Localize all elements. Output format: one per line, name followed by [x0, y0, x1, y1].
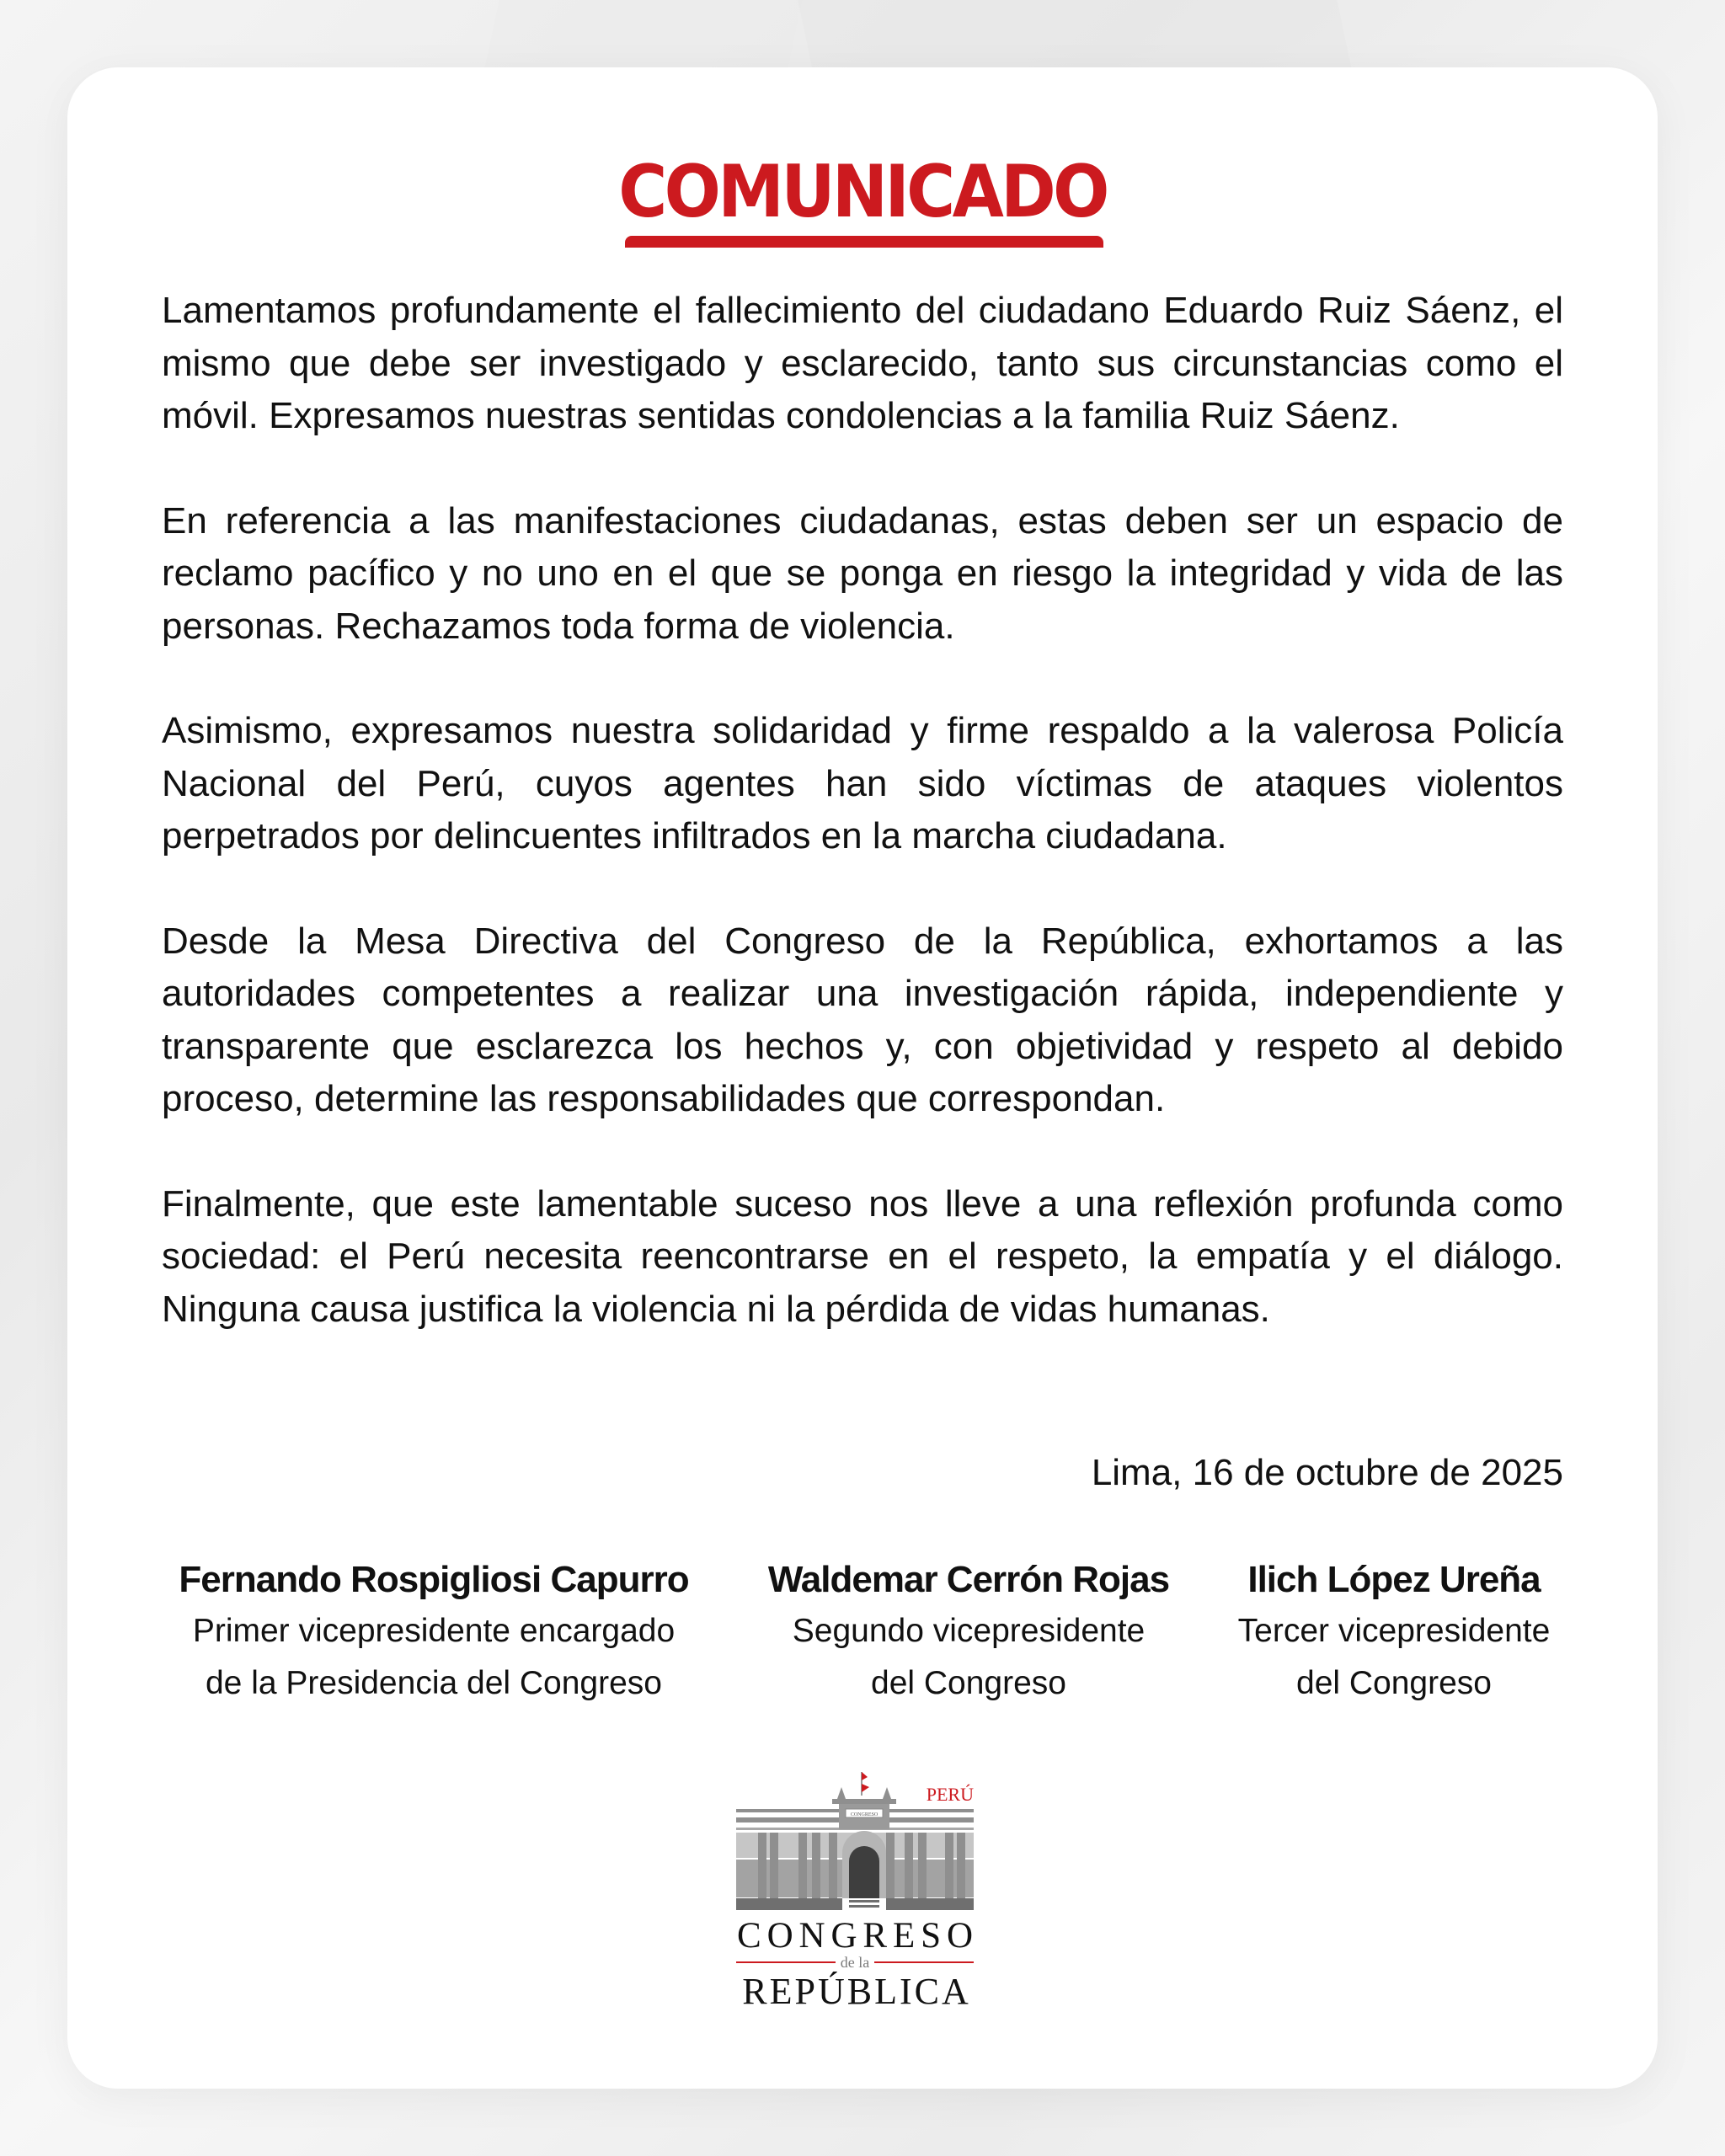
signatory-name: Waldemar Cerrón Rojas [767, 1559, 1170, 1600]
paragraph: Lamentamos profundamente el fallecimiento del ciudadano Eduardo Ruiz Sáenz, el mismo que debe ser investigado y esclarecido, tanto sus circunstancias como el móvil. Expresamos nuestras sentidas condolencias a la familia Ruiz Sáenz. [162, 290, 1563, 436]
signatory-role: Segundo vicepresidente [792, 1613, 1146, 1649]
signatory [1204, 1555, 1583, 1710]
date-line: Lima, 16 de octubre de 2025 [1091, 1452, 1563, 1493]
page-title: COMUNICADO [618, 150, 1107, 234]
signatory-role: del Congreso [1296, 1665, 1492, 1701]
signatory-role: Tercer vicepresidente [1237, 1613, 1551, 1649]
logo-country: PERÚ [926, 1784, 974, 1805]
signatory-role: de la Presidencia del Congreso [205, 1665, 662, 1701]
title-underline [625, 236, 1103, 248]
logo-line1: CONGRESO [737, 1916, 973, 1956]
signatory [733, 1555, 1204, 1710]
flag-icon [862, 1772, 869, 1796]
communique-body [162, 285, 1563, 1388]
congreso-logo [734, 1760, 992, 1979]
paragraph: Desde la Mesa Directiva del Congreso de la República, exhortamos a las autoridades competentes a realizar una investigación rápida, independiente y transparente que esclarezca los hechos y, con objetividad y respeto al debido proceso, determine las responsabilidades que correspondan. [162, 920, 1563, 1119]
logo-line3: REPÚBLICA [742, 1971, 971, 2012]
paragraph: Finalmente, que este lamentable suceso nos lleve a una reflexión profunda como sociedad: el Perú necesita reencontrarse en el respeto, la empatía y el diálogo. Ninguna causa justifica la violencia ni la pérdida de vidas humanas. [162, 1182, 1563, 1330]
logo-line2: de la [840, 1954, 870, 1971]
signatory-name: Ilich López Ureña [1247, 1559, 1541, 1600]
paragraph: Asimismo, expresamos nuestra solidaridad y firme respaldo a la valerosa Policía Nacional del Perú, cuyos agentes han sido víctimas de ataques violentos perpetrados por delincuentes infiltrados en la marcha ciudadana. [162, 710, 1563, 857]
signatory-name: Fernando Rospigliosi Capurro [179, 1559, 689, 1600]
signatory [143, 1555, 724, 1710]
building-icon [736, 1787, 974, 1910]
signatures [0, 1555, 1725, 1723]
signatory-role: Primer vicepresidente encargado [192, 1613, 676, 1649]
signatory-role: del Congreso [871, 1665, 1066, 1701]
building-sign: CONGRESO [850, 1812, 879, 1817]
paragraph: En referencia a las manifestaciones ciudadanas, estas deben ser un espacio de reclamo pacífico y no uno en el que se ponga en riesgo la integridad y vida de las personas. Rechazamos toda forma de violencia. [162, 499, 1563, 647]
